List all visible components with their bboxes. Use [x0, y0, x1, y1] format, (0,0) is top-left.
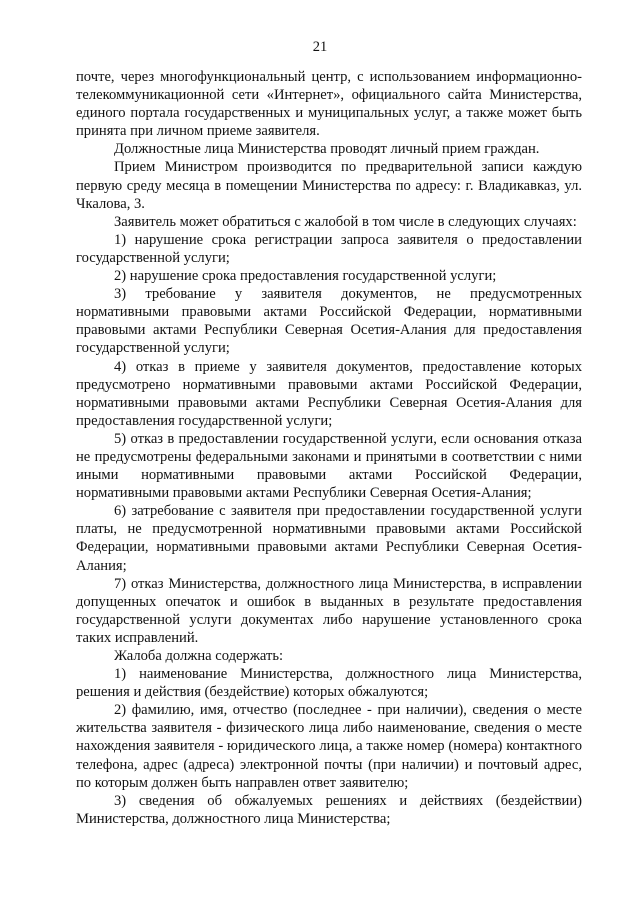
list-item-content-2: 2) фамилию, имя, отчество (последнее - при наличии), сведения о месте жительства заявителя - физического лица либо наименование, сведения о месте нахождения заявителя - юридического лица, а также номер (номера) контактного телефона, адрес (адреса) электронной почты (при наличии) и почтовый адрес, по которым должен быть направлен ответ заявителю; — [76, 702, 582, 791]
list-item-case-4: 4) отказ в приеме у заявителя документов, предоставление которых предусмотрено нормативными правовыми актами Российской Федерации, нормативными правовыми актами Республики Северная Осетия-Алания для предоставления государственной услуги; — [76, 358, 582, 429]
list-item-case-2: 2) нарушение срока предоставления государственной услуги; — [114, 268, 497, 285]
list-item-content-3: 3) сведения об обжалуемых решениях и действиях (бездействии) Министерства, должностного лица Министерства; — [76, 792, 582, 827]
paragraph-complaint-cases-intro: Заявитель может обратиться с жалобой в том числе в следующих случаях: — [114, 213, 577, 230]
paragraph-personal-reception: Должностные лица Министерства проводят личный прием граждан. — [114, 141, 540, 158]
list-item-case-5: 5) отказ в предоставлении государственной услуги, если основания отказа не предусмотрены федеральными законами и принятыми в соответствии с ними иными нормативными правовыми актами Российской Федерации, нормативными правовыми актами Республики Северная Осетия-Алания; — [76, 430, 582, 502]
page-number: 21 — [312, 39, 328, 55]
paragraph-minister-reception: Прием Министром производится по предварительной записи каждую первую среду месяца в помещении Министерства по адресу: г. Владикавказ, ул. Чкалова, 3. — [76, 159, 582, 212]
paragraph-complaint-contents-intro: Жалоба должна содержать: — [114, 648, 284, 664]
list-item-case-1: 1) нарушение срока регистрации запроса заявителя о предоставлении государственной услуги; — [76, 231, 582, 266]
list-item-case-3: 3) требование у заявителя документов, не предусмотренных нормативными правовыми актами Российской Федерации, нормативными правовыми актами Республики Северная Осетия-Алания для предоставления государственной услуги; — [76, 286, 582, 357]
document-body — [76, 68, 582, 828]
paragraph-submission-channels: почте, через многофункциональный центр, с использованием информационно-телекоммуникационной сети «Интернет», официального сайта Министерства, единого портала государственных и муниципальных услуг, а также может быть принята при личном приеме заявителя. — [76, 69, 582, 140]
list-item-case-7: 7) отказ Министерства, должностного лица Министерства, в исправлении допущенных опечаток и ошибок в выданных в результате предоставления государственной услуги документах либо нарушение установленного срока таких исправлений. — [76, 575, 582, 646]
list-item-case-6: 6) затребование с заявителя при предоставлении государственной услуги платы, не предусмотренной нормативными правовыми актами Российской Федерации, нормативными правовыми актами Республики Северная Осетия-Алания; — [76, 503, 582, 574]
list-item-content-1: 1) наименование Министерства, должностного лица Министерства, решения и действия (бездействие) которых обжалуются; — [76, 666, 582, 701]
